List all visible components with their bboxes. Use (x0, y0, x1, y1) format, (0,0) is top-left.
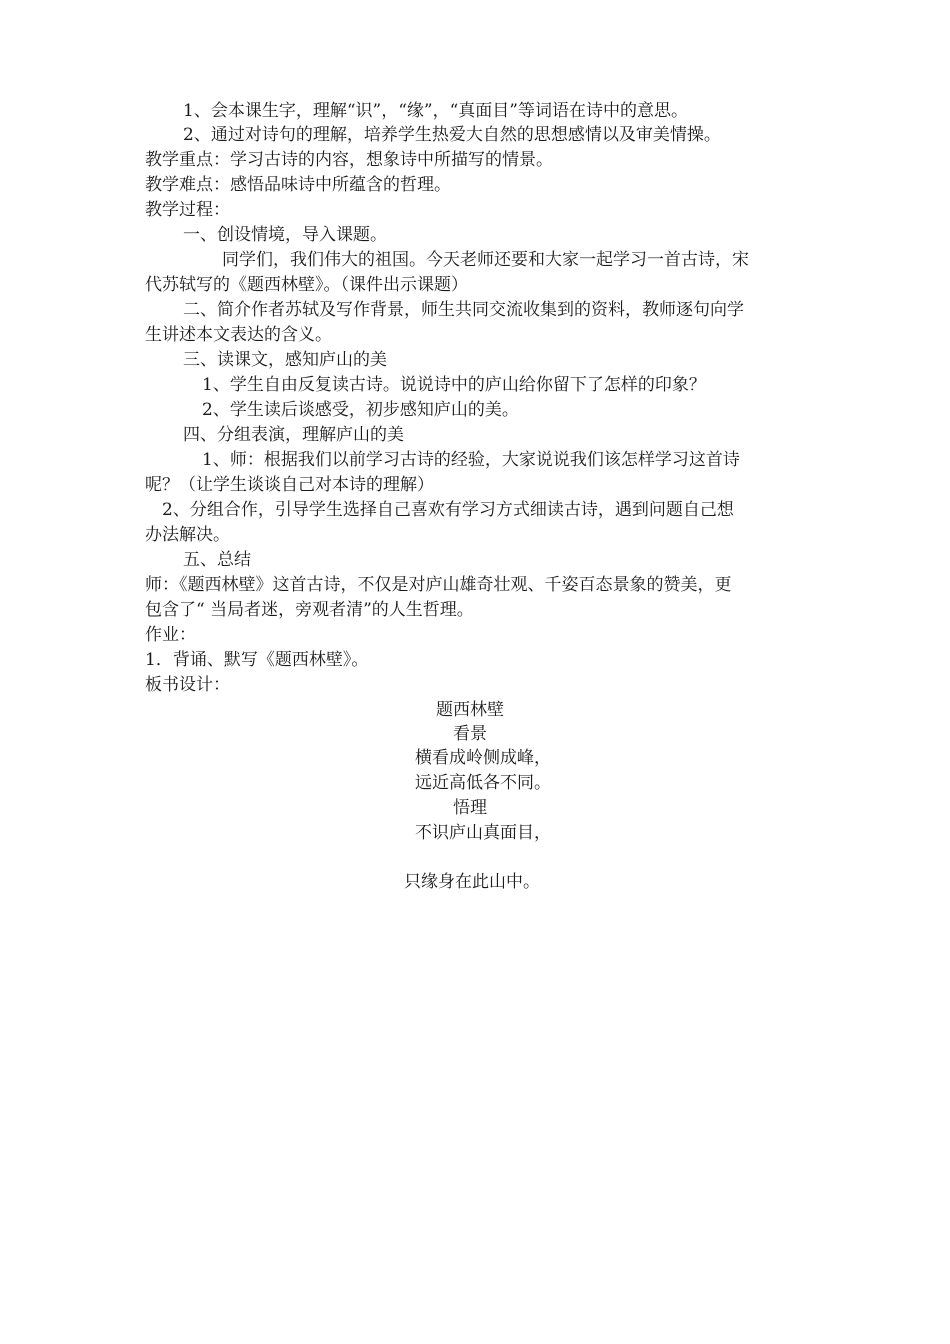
board-poem-title: 题西林壁 (436, 700, 504, 720)
objective-2: 2、通过对诗句的理解，培养学生热爱大自然的思想感情以及审美情操。 (183, 125, 721, 145)
board-poem-line2: 远近高低各不同。 (415, 773, 551, 793)
step4-item1-line1: 1、师：根据我们以前学习古诗的经验，大家说说我们该怎样学习这首诗 (202, 450, 740, 470)
summary-line2: 包含了“ 当局者迷，旁观者清”的人生哲理。 (145, 600, 474, 620)
board-design-title: 板书设计： (145, 675, 230, 695)
board-poem-line1: 横看成岭侧成峰， (415, 748, 551, 768)
board-poem-line4: 只缘身在此山中。 (404, 872, 540, 892)
step4-item2-line2: 办法解决。 (145, 525, 230, 545)
homework-item: 1．背诵、默写《题西林壁》。 (145, 650, 369, 670)
step4-item1-line2: 呢？（让学生谈谈自己对本诗的理解） (145, 475, 434, 495)
step4-title: 四、分组表演，理解庐山的美 (183, 425, 404, 445)
board-heading-view: 看景 (453, 724, 487, 744)
board-poem-line3: 不识庐山真面目， (415, 823, 551, 843)
step5-title: 五、总结 (183, 550, 251, 570)
summary-line1: 师：《题西林壁》这首古诗，不仅是对庐山雄奇壮观、千姿百态景象的赞美，更 (145, 575, 732, 595)
step3-item1: 1、学生自由反复读古诗。说说诗中的庐山给你留下了怎样的印象？ (202, 375, 706, 395)
process-title: 教学过程： (145, 200, 230, 220)
step1-title: 一、创设情境，导入课题。 (183, 225, 387, 245)
homework-title: 作业： (145, 625, 196, 645)
key-point: 教学重点：学习古诗的内容，想象诗中所描写的情景。 (145, 150, 553, 170)
step1-paragraph-line2: 代苏轼写的《题西林壁》。（课件出示课题） (145, 275, 468, 295)
difficult-point: 教学难点：感悟品味诗中所蕴含的哲理。 (145, 175, 451, 195)
objective-1: 1、会本课生字，理解“识”，“缘”，“真面目”等词语在诗中的意思。 (183, 101, 688, 121)
step4-item2-line1: 2、分组合作，引导学生选择自己喜欢有学习方式细读古诗，遇到问题自己想 (162, 500, 734, 520)
step2-line1: 二、简介作者苏轼及写作背景，师生共同交流收集到的资料，教师逐句向学 (183, 300, 744, 320)
step2-line2: 生讲述本文表达的含义。 (145, 325, 332, 345)
step3-item2: 2、学生读后谈感受，初步感知庐山的美。 (202, 400, 519, 420)
step3-title: 三、读课文，感知庐山的美 (183, 350, 387, 370)
board-heading-insight: 悟理 (453, 798, 487, 818)
step1-paragraph-line1: 同学们，我们伟大的祖国。今天老师还要和大家一起学习一首古诗，宋 (222, 250, 749, 270)
